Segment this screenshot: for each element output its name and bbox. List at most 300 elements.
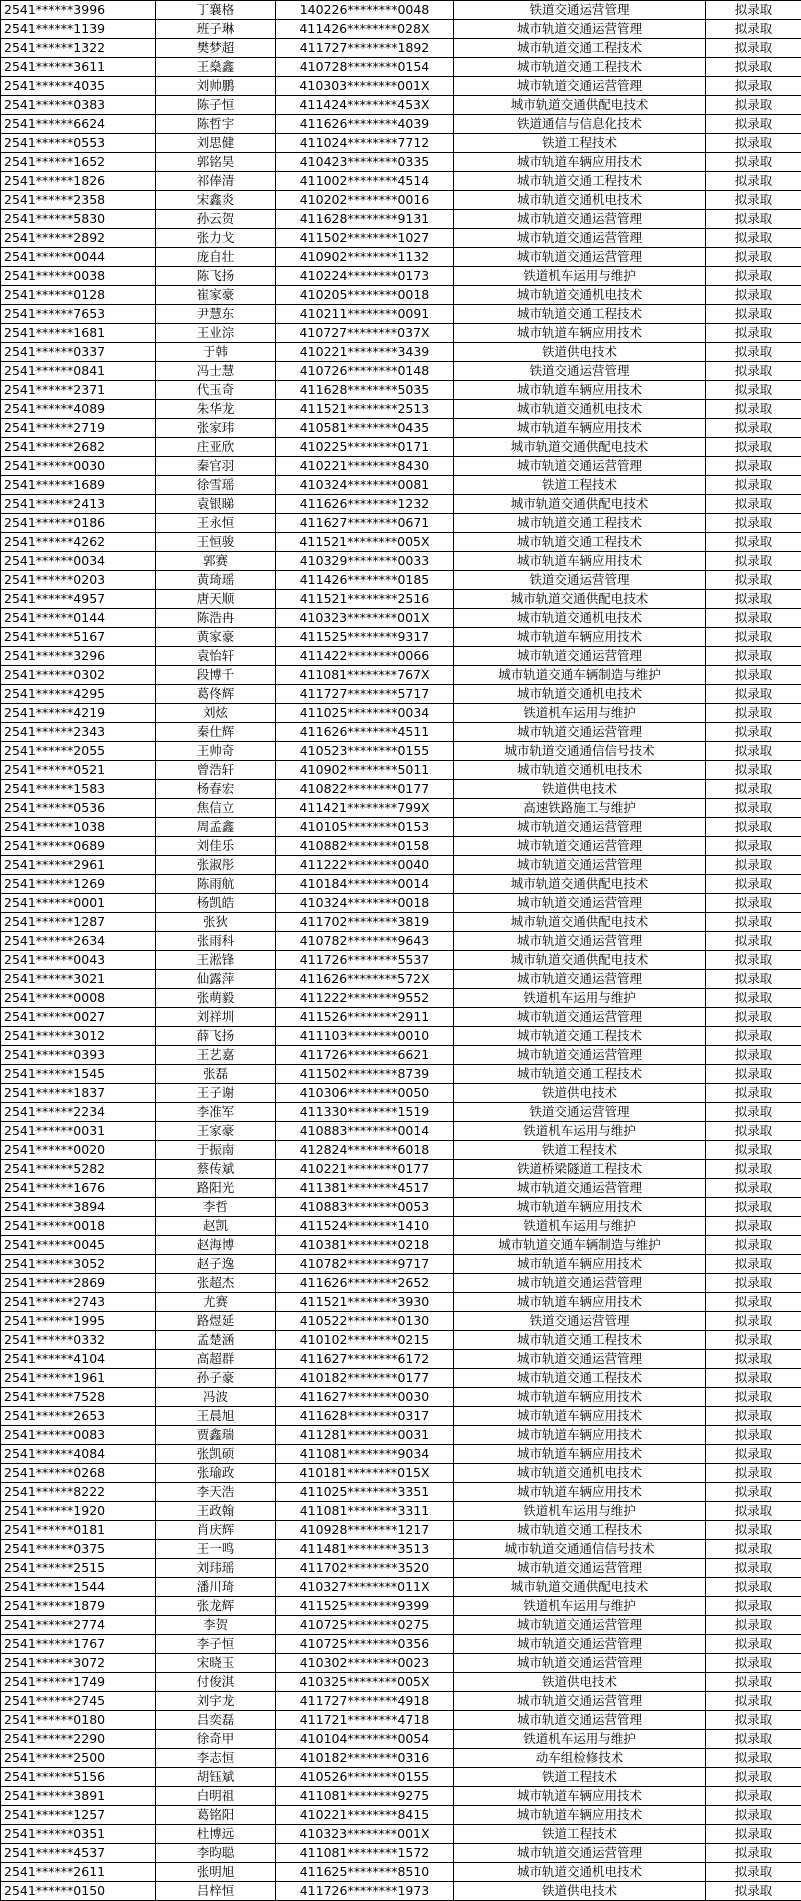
id-card-cell: 410221********8430 — [276, 457, 454, 476]
table-row — [1, 96, 801, 115]
major-cell: 城市轨道交通车辆制造与维护 — [454, 666, 706, 685]
id-card-cell: 410324********0081 — [276, 476, 454, 495]
major-cell: 铁道工程技术 — [454, 476, 706, 495]
table-row — [1, 1711, 801, 1730]
table-row — [1, 1293, 801, 1312]
student-name-cell: 王业淙 — [156, 324, 276, 343]
id-card-cell: 410102********0215 — [276, 1331, 454, 1350]
student-name-cell: 刘炫 — [156, 704, 276, 723]
table-row — [1, 628, 801, 647]
major-cell: 城市轨道交通机电技术 — [454, 761, 706, 780]
major-cell: 城市轨道交通通信信号技术 — [454, 1540, 706, 1559]
student-name-cell: 黄琦瑶 — [156, 571, 276, 590]
major-cell: 铁道工程技术 — [454, 1768, 706, 1787]
student-name-cell: 代玉奇 — [156, 381, 276, 400]
table-row — [1, 1483, 801, 1502]
admission-status-cell: 拟录取 — [706, 1198, 801, 1217]
id-card-cell: 410325********005X — [276, 1673, 454, 1692]
id-card-cell: 410902********5011 — [276, 761, 454, 780]
major-cell: 城市轨道交通工程技术 — [454, 39, 706, 58]
table-row — [1, 837, 801, 856]
admission-status-cell: 拟录取 — [706, 419, 801, 438]
major-cell: 城市轨道交通运营管理 — [454, 248, 706, 267]
table-row — [1, 913, 801, 932]
table-row — [1, 1236, 801, 1255]
major-cell: 城市轨道交通运营管理 — [454, 1350, 706, 1369]
id-card-cell: 411627********0030 — [276, 1388, 454, 1407]
major-cell: 城市轨道交通运营管理 — [454, 210, 706, 229]
student-name-cell: 贾鑫瑞 — [156, 1426, 276, 1445]
major-cell: 城市轨道车辆应用技术 — [454, 1255, 706, 1274]
table-row — [1, 1103, 801, 1122]
exam-number-cell: 2541******2371 — [1, 381, 156, 400]
id-card-cell: 411381********4517 — [276, 1179, 454, 1198]
student-name-cell: 张雨科 — [156, 932, 276, 951]
admission-status-cell: 拟录取 — [706, 381, 801, 400]
id-card-cell: 410306********0050 — [276, 1084, 454, 1103]
id-card-cell: 411524********1410 — [276, 1217, 454, 1236]
admission-status-cell: 拟录取 — [706, 571, 801, 590]
major-cell: 城市轨道交通工程技术 — [454, 1027, 706, 1046]
student-name-cell: 张凯硕 — [156, 1445, 276, 1464]
major-cell: 城市轨道交通供配电技术 — [454, 438, 706, 457]
student-name-cell: 郭赛 — [156, 552, 276, 571]
admission-status-cell: 拟录取 — [706, 172, 801, 191]
exam-number-cell: 2541******1920 — [1, 1502, 156, 1521]
id-card-cell: 410522********0130 — [276, 1312, 454, 1331]
admission-status-cell: 拟录取 — [706, 666, 801, 685]
admission-status-cell: 拟录取 — [706, 970, 801, 989]
student-name-cell: 赵凯 — [156, 1217, 276, 1236]
admission-status-cell: 拟录取 — [706, 115, 801, 134]
table-row — [1, 1673, 801, 1692]
table-row — [1, 818, 801, 837]
id-card-cell: 410526********0155 — [276, 1768, 454, 1787]
admission-status-cell: 拟录取 — [706, 818, 801, 837]
table-row — [1, 191, 801, 210]
student-name-cell: 李哲 — [156, 1198, 276, 1217]
table-row — [1, 1464, 801, 1483]
student-name-cell: 张明旭 — [156, 1863, 276, 1882]
id-card-cell: 412824********6018 — [276, 1141, 454, 1160]
admission-status-cell: 拟录取 — [706, 58, 801, 77]
table-row — [1, 932, 801, 951]
exam-number-cell: 2541******0383 — [1, 96, 156, 115]
student-name-cell: 潘川琦 — [156, 1578, 276, 1597]
admission-status-cell: 拟录取 — [706, 286, 801, 305]
table-row — [1, 1331, 801, 1350]
admission-status-cell: 拟录取 — [706, 324, 801, 343]
id-card-cell: 410221********8415 — [276, 1806, 454, 1825]
student-name-cell: 仙露萍 — [156, 970, 276, 989]
admission-status-cell: 拟录取 — [706, 913, 801, 932]
admission-status-cell: 拟录取 — [706, 476, 801, 495]
student-name-cell: 丁襄格 — [156, 1, 276, 20]
table-row — [1, 1635, 801, 1654]
id-card-cell: 410882********0158 — [276, 837, 454, 856]
table-row — [1, 1692, 801, 1711]
major-cell: 城市轨道交通运营管理 — [454, 20, 706, 39]
student-name-cell: 孟楚涵 — [156, 1331, 276, 1350]
student-name-cell: 唐天顺 — [156, 590, 276, 609]
exam-number-cell: 2541******1544 — [1, 1578, 156, 1597]
exam-number-cell: 2541******4104 — [1, 1350, 156, 1369]
major-cell: 城市轨道交通供配电技术 — [454, 495, 706, 514]
table-row — [1, 647, 801, 666]
id-card-cell: 411103********0010 — [276, 1027, 454, 1046]
student-name-cell: 张超杰 — [156, 1274, 276, 1293]
exam-number-cell: 2541******1038 — [1, 818, 156, 837]
table-row — [1, 20, 801, 39]
major-cell: 城市轨道交通供配电技术 — [454, 951, 706, 970]
table-row — [1, 286, 801, 305]
student-name-cell: 陈雨航 — [156, 875, 276, 894]
exam-number-cell: 2541******4219 — [1, 704, 156, 723]
major-cell: 城市轨道交通机电技术 — [454, 400, 706, 419]
exam-number-cell: 2541******0030 — [1, 457, 156, 476]
table-row — [1, 476, 801, 495]
table-row — [1, 39, 801, 58]
table-row — [1, 514, 801, 533]
admission-status-cell: 拟录取 — [706, 96, 801, 115]
student-name-cell: 杨凯皓 — [156, 894, 276, 913]
student-name-cell: 王晨旭 — [156, 1407, 276, 1426]
exam-number-cell: 2541******0536 — [1, 799, 156, 818]
student-name-cell: 杜博远 — [156, 1825, 276, 1844]
table-row — [1, 571, 801, 590]
exam-number-cell: 2541******3891 — [1, 1787, 156, 1806]
id-card-cell: 411081********1572 — [276, 1844, 454, 1863]
id-card-cell: 410581********0435 — [276, 419, 454, 438]
table-row — [1, 248, 801, 267]
admission-status-cell: 拟录取 — [706, 1388, 801, 1407]
admission-status-cell: 拟录取 — [706, 590, 801, 609]
student-name-cell: 张力戈 — [156, 229, 276, 248]
student-name-cell: 胡钰斌 — [156, 1768, 276, 1787]
exam-number-cell: 2541******1676 — [1, 1179, 156, 1198]
student-name-cell: 宋鑫炎 — [156, 191, 276, 210]
id-card-cell: 411024********7712 — [276, 134, 454, 153]
exam-number-cell: 2541******1826 — [1, 172, 156, 191]
admission-status-cell: 拟录取 — [706, 343, 801, 362]
student-name-cell: 尤赛 — [156, 1293, 276, 1312]
exam-number-cell: 2541******0553 — [1, 134, 156, 153]
major-cell: 城市轨道交通通信信号技术 — [454, 742, 706, 761]
admission-status-cell: 拟录取 — [706, 1540, 801, 1559]
major-cell: 城市轨道车辆应用技术 — [454, 552, 706, 571]
id-card-cell: 410725********0275 — [276, 1616, 454, 1635]
student-name-cell: 祁俸清 — [156, 172, 276, 191]
student-name-cell: 曾浩轩 — [156, 761, 276, 780]
major-cell: 城市轨道交通运营管理 — [454, 647, 706, 666]
student-name-cell: 冯士慧 — [156, 362, 276, 381]
student-name-cell: 赵海博 — [156, 1236, 276, 1255]
major-cell: 铁道交通运营管理 — [454, 1, 706, 20]
admission-status-cell: 拟录取 — [706, 1882, 801, 1901]
exam-number-cell: 2541******0008 — [1, 989, 156, 1008]
exam-number-cell: 2541******0203 — [1, 571, 156, 590]
table-row — [1, 229, 801, 248]
major-cell: 铁道通信与信息化技术 — [454, 115, 706, 134]
student-name-cell: 吕梓恒 — [156, 1882, 276, 1901]
student-name-cell: 刘宇龙 — [156, 1692, 276, 1711]
exam-number-cell: 2541******0337 — [1, 343, 156, 362]
admission-status-cell: 拟录取 — [706, 1635, 801, 1654]
exam-number-cell: 2541******0302 — [1, 666, 156, 685]
major-cell: 城市轨道交通运营管理 — [454, 856, 706, 875]
admission-table-body — [1, 1, 801, 1901]
id-card-cell: 411526********2911 — [276, 1008, 454, 1027]
admission-status-cell: 拟录取 — [706, 1331, 801, 1350]
major-cell: 城市轨道车辆应用技术 — [454, 1483, 706, 1502]
major-cell: 城市轨道交通运营管理 — [454, 1654, 706, 1673]
table-row — [1, 1, 801, 20]
exam-number-cell: 2541******1837 — [1, 1084, 156, 1103]
id-card-cell: 410902********1132 — [276, 248, 454, 267]
admission-status-cell: 拟录取 — [706, 1787, 801, 1806]
major-cell: 城市轨道交通运营管理 — [454, 932, 706, 951]
exam-number-cell: 2541******0351 — [1, 1825, 156, 1844]
student-name-cell: 王政翰 — [156, 1502, 276, 1521]
id-card-cell: 411727********1892 — [276, 39, 454, 58]
admission-status-cell: 拟录取 — [706, 514, 801, 533]
admission-status-cell: 拟录取 — [706, 1597, 801, 1616]
exam-number-cell: 2541******2234 — [1, 1103, 156, 1122]
exam-number-cell: 2541******2774 — [1, 1616, 156, 1635]
student-name-cell: 孙云贺 — [156, 210, 276, 229]
admission-status-cell: 拟录取 — [706, 229, 801, 248]
table-row — [1, 1160, 801, 1179]
admission-status-cell: 拟录取 — [706, 77, 801, 96]
id-card-cell: 410883********0014 — [276, 1122, 454, 1141]
id-card-cell: 410323********001X — [276, 1825, 454, 1844]
student-name-cell: 李准军 — [156, 1103, 276, 1122]
student-name-cell: 朱华龙 — [156, 400, 276, 419]
major-cell: 城市轨道交通运营管理 — [454, 894, 706, 913]
id-card-cell: 411726********1973 — [276, 1882, 454, 1901]
id-card-cell: 411081********9034 — [276, 1445, 454, 1464]
admission-status-cell: 拟录取 — [706, 1141, 801, 1160]
major-cell: 城市轨道交通机电技术 — [454, 1863, 706, 1882]
major-cell: 城市轨道交通供配电技术 — [454, 1578, 706, 1597]
major-cell: 铁道交通运营管理 — [454, 362, 706, 381]
major-cell: 城市轨道交通机电技术 — [454, 685, 706, 704]
exam-number-cell: 2541******0150 — [1, 1882, 156, 1901]
admission-status-cell: 拟录取 — [706, 1217, 801, 1236]
student-name-cell: 陈子恒 — [156, 96, 276, 115]
id-card-cell: 411726********5537 — [276, 951, 454, 970]
table-row — [1, 1350, 801, 1369]
table-row — [1, 799, 801, 818]
admission-status-cell: 拟录取 — [706, 1312, 801, 1331]
table-row — [1, 723, 801, 742]
id-card-cell: 410104********0054 — [276, 1730, 454, 1749]
admission-status-cell: 拟录取 — [706, 1730, 801, 1749]
id-card-cell: 410727********037X — [276, 324, 454, 343]
student-name-cell: 路煜延 — [156, 1312, 276, 1331]
major-cell: 城市轨道交通运营管理 — [454, 723, 706, 742]
major-cell: 城市轨道车辆应用技术 — [454, 1806, 706, 1825]
exam-number-cell: 2541******1995 — [1, 1312, 156, 1331]
exam-number-cell: 2541******2413 — [1, 495, 156, 514]
major-cell: 动车组检修技术 — [454, 1749, 706, 1768]
table-row — [1, 58, 801, 77]
major-cell: 城市轨道交通机电技术 — [454, 609, 706, 628]
student-name-cell: 路阳光 — [156, 1179, 276, 1198]
id-card-cell: 410728********0154 — [276, 58, 454, 77]
major-cell: 城市轨道交通运营管理 — [454, 1692, 706, 1711]
major-cell: 城市轨道交通工程技术 — [454, 1331, 706, 1350]
table-row — [1, 742, 801, 761]
id-card-cell: 411625********8510 — [276, 1863, 454, 1882]
admission-status-cell: 拟录取 — [706, 799, 801, 818]
admission-status-cell: 拟录取 — [706, 1103, 801, 1122]
student-name-cell: 白明祖 — [156, 1787, 276, 1806]
id-card-cell: 411628********5035 — [276, 381, 454, 400]
major-cell: 城市轨道车辆应用技术 — [454, 419, 706, 438]
student-name-cell: 李天浩 — [156, 1483, 276, 1502]
major-cell: 城市轨道交通供配电技术 — [454, 913, 706, 932]
major-cell: 铁道供电技术 — [454, 1084, 706, 1103]
table-row — [1, 1540, 801, 1559]
admission-status-cell: 拟录取 — [706, 1426, 801, 1445]
id-card-cell: 410182********0177 — [276, 1369, 454, 1388]
student-name-cell: 樊梦超 — [156, 39, 276, 58]
student-name-cell: 王子谢 — [156, 1084, 276, 1103]
table-row — [1, 1749, 801, 1768]
major-cell: 城市轨道交通工程技术 — [454, 1369, 706, 1388]
admission-status-cell: 拟录取 — [706, 1407, 801, 1426]
student-name-cell: 李贺 — [156, 1616, 276, 1635]
admission-status-cell: 拟录取 — [706, 628, 801, 647]
major-cell: 铁道供电技术 — [454, 1882, 706, 1901]
admission-status-cell: 拟录取 — [706, 267, 801, 286]
table-row — [1, 1141, 801, 1160]
student-name-cell: 陈浩冉 — [156, 609, 276, 628]
major-cell: 城市轨道交通供配电技术 — [454, 96, 706, 115]
id-card-cell: 411525********9317 — [276, 628, 454, 647]
exam-number-cell: 2541******1257 — [1, 1806, 156, 1825]
admission-status-cell: 拟录取 — [706, 20, 801, 39]
admission-status-cell: 拟录取 — [706, 1445, 801, 1464]
student-name-cell: 李子恒 — [156, 1635, 276, 1654]
major-cell: 城市轨道交通运营管理 — [454, 77, 706, 96]
major-cell: 城市轨道交通车辆制造与维护 — [454, 1236, 706, 1255]
id-card-cell: 411627********6172 — [276, 1350, 454, 1369]
exam-number-cell: 2541******0043 — [1, 951, 156, 970]
major-cell: 城市轨道交通工程技术 — [454, 514, 706, 533]
exam-number-cell: 2541******1652 — [1, 153, 156, 172]
student-name-cell: 孙子豪 — [156, 1369, 276, 1388]
id-card-cell: 411727********5717 — [276, 685, 454, 704]
admission-status-cell: 拟录取 — [706, 1084, 801, 1103]
major-cell: 铁道机车运用与维护 — [454, 1730, 706, 1749]
table-row — [1, 438, 801, 457]
id-card-cell: 411025********0034 — [276, 704, 454, 723]
major-cell: 城市轨道交通运营管理 — [454, 229, 706, 248]
exam-number-cell: 2541******4295 — [1, 685, 156, 704]
id-card-cell: 410782********9643 — [276, 932, 454, 951]
exam-number-cell: 2541******0393 — [1, 1046, 156, 1065]
table-row — [1, 1882, 801, 1901]
table-row — [1, 1654, 801, 1673]
major-cell: 城市轨道交通工程技术 — [454, 1065, 706, 1084]
student-name-cell: 陈哲宇 — [156, 115, 276, 134]
admission-status-cell: 拟录取 — [706, 210, 801, 229]
admission-status-cell: 拟录取 — [706, 951, 801, 970]
table-row — [1, 552, 801, 571]
major-cell: 城市轨道交通机电技术 — [454, 1464, 706, 1483]
exam-number-cell: 2541******3296 — [1, 647, 156, 666]
id-card-cell: 411424********453X — [276, 96, 454, 115]
admission-status-cell: 拟录取 — [706, 1, 801, 20]
exam-number-cell: 2541******1767 — [1, 1635, 156, 1654]
major-cell: 城市轨道车辆应用技术 — [454, 1388, 706, 1407]
table-row — [1, 495, 801, 514]
admission-status-cell: 拟录取 — [706, 1369, 801, 1388]
major-cell: 城市轨道交通供配电技术 — [454, 875, 706, 894]
id-card-cell: 410221********0177 — [276, 1160, 454, 1179]
admission-status-cell: 拟录取 — [706, 1483, 801, 1502]
major-cell: 城市轨道车辆应用技术 — [454, 324, 706, 343]
major-cell: 城市轨道交通运营管理 — [454, 1635, 706, 1654]
admission-status-cell: 拟录取 — [706, 875, 801, 894]
table-row — [1, 1730, 801, 1749]
major-cell: 铁道机车运用与维护 — [454, 704, 706, 723]
id-card-cell: 410202********0016 — [276, 191, 454, 210]
table-row — [1, 1559, 801, 1578]
id-card-cell: 411422********0066 — [276, 647, 454, 666]
student-name-cell: 赵子逸 — [156, 1255, 276, 1274]
exam-number-cell: 2541******1545 — [1, 1065, 156, 1084]
id-card-cell: 410523********0155 — [276, 742, 454, 761]
exam-number-cell: 2541******0034 — [1, 552, 156, 571]
exam-number-cell: 2541******2743 — [1, 1293, 156, 1312]
id-card-cell: 411626********4039 — [276, 115, 454, 134]
table-row — [1, 685, 801, 704]
student-name-cell: 吕奕磊 — [156, 1711, 276, 1730]
id-card-cell: 411626********572X — [276, 970, 454, 989]
major-cell: 铁道机车运用与维护 — [454, 1502, 706, 1521]
major-cell: 城市轨道交通工程技术 — [454, 533, 706, 552]
id-card-cell: 411330********1519 — [276, 1103, 454, 1122]
admission-status-cell: 拟录取 — [706, 1046, 801, 1065]
admission-status-cell: 拟录取 — [706, 1350, 801, 1369]
major-cell: 铁道桥梁隧道工程技术 — [454, 1160, 706, 1179]
exam-number-cell: 2541******0128 — [1, 286, 156, 305]
major-cell: 铁道工程技术 — [454, 1141, 706, 1160]
exam-number-cell: 2541******2500 — [1, 1749, 156, 1768]
table-row — [1, 115, 801, 134]
student-name-cell: 班子琳 — [156, 20, 276, 39]
admission-status-cell: 拟录取 — [706, 1502, 801, 1521]
table-row — [1, 1863, 801, 1882]
admission-status-cell: 拟录取 — [706, 837, 801, 856]
major-cell: 城市轨道交通运营管理 — [454, 1046, 706, 1065]
table-row — [1, 780, 801, 799]
student-name-cell: 宋晓玉 — [156, 1654, 276, 1673]
student-name-cell: 张家玮 — [156, 419, 276, 438]
student-name-cell: 张磊 — [156, 1065, 276, 1084]
id-card-cell: 410302********0023 — [276, 1654, 454, 1673]
table-row — [1, 1065, 801, 1084]
table-row — [1, 134, 801, 153]
id-card-cell: 411081********3311 — [276, 1502, 454, 1521]
exam-number-cell: 2541******2290 — [1, 1730, 156, 1749]
major-cell: 城市轨道车辆应用技术 — [454, 628, 706, 647]
exam-number-cell: 2541******4035 — [1, 77, 156, 96]
table-row — [1, 1426, 801, 1445]
